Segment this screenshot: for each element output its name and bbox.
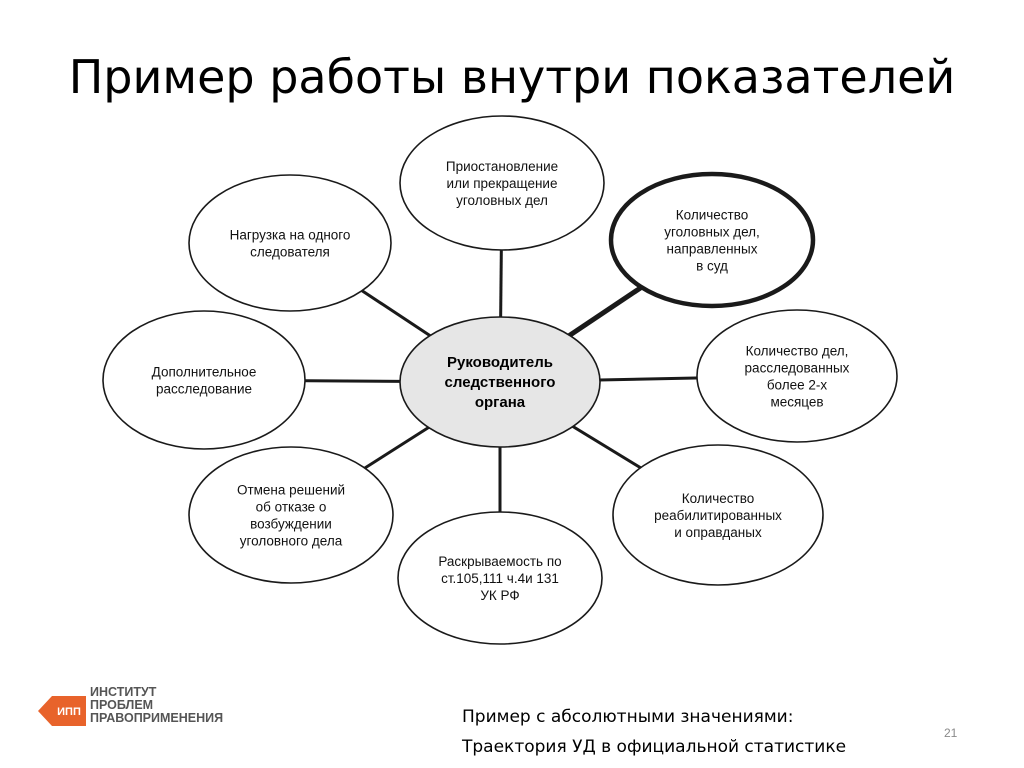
caption-line-2: Траектория УД в официальной статистике [462,737,847,757]
node-ellipse [697,310,897,442]
node-rehabilitated-line-3: и оправданых [674,525,762,540]
node-workload [189,175,391,311]
node-workload-line-1: Нагрузка на одного [229,227,351,243]
logo-line-2: ПРОБЛЕМ [90,698,154,712]
node-additional [103,311,305,449]
node-over-two-months-line-1: Количество дел, [745,343,849,359]
node-additional-line-1: Дополнительное [151,364,257,380]
node-over-two-months-line-4: месяцев [770,394,824,410]
institute-logo [38,686,268,736]
node-cancellation [189,447,393,583]
node-rehabilitated-line-2: реабилитированных [654,508,782,523]
node-ellipse [189,175,391,311]
center-line-2: следственного [444,374,556,391]
node-ellipse [103,311,305,449]
logo-emblem-icon [38,686,90,736]
caption [462,702,846,762]
center-line-3: органа [474,394,526,411]
node-rehabilitated [613,445,823,585]
node-ellipse [189,447,393,583]
node-sent-to-court-line-4: в суд [696,258,728,274]
node-over-two-months [697,310,897,442]
node-ellipse [611,174,813,306]
logo-text [90,686,223,725]
node-clearance [398,512,602,644]
node-suspension-line-2: или прекращение [446,176,558,191]
logo-line-3: ПРАВОПРИМЕНЕНИЯ [90,711,224,725]
node-suspension-line-1: Приостановление [445,159,559,174]
page-number: 21 [944,726,958,740]
node-clearance-line-2: ст.105,111 ч.4и 131 [441,571,559,586]
node-suspension [400,116,604,250]
node-cancellation-line-1: Отмена решений [236,482,346,498]
center-node [400,317,600,447]
node-additional-line-2: расследование [155,381,253,397]
svg-text:ИПП: ИПП [57,706,81,718]
page-title: Пример работы внутри показателей [68,50,956,104]
node-cancellation-line-4: уголовного дела [239,533,343,549]
node-cancellation-line-2: об отказе о [255,499,327,515]
node-sent-to-court [611,174,813,306]
caption-line-1: Пример с абсолютными значениями: [462,707,794,727]
node-workload-line-2: следователя [250,244,330,260]
node-over-two-months-line-2: расследованных [744,360,850,376]
node-sent-to-court-line-2: уголовных дел, [664,224,760,240]
node-rehabilitated-line-1: Количество [681,491,755,506]
node-cancellation-line-3: возбуждении [250,516,332,532]
logo-line-1: ИНСТИТУТ [90,685,157,699]
node-sent-to-court-line-3: направленных [666,241,758,257]
center-line-1: Руководитель [447,354,553,371]
node-over-two-months-line-3: более 2-х [766,377,828,393]
node-suspension-line-3: уголовных дел [456,193,548,208]
node-sent-to-court-line-1: Количество [675,207,749,223]
node-clearance-line-3: УК РФ [480,588,520,603]
node-clearance-line-1: Раскрываемость по [438,554,562,569]
